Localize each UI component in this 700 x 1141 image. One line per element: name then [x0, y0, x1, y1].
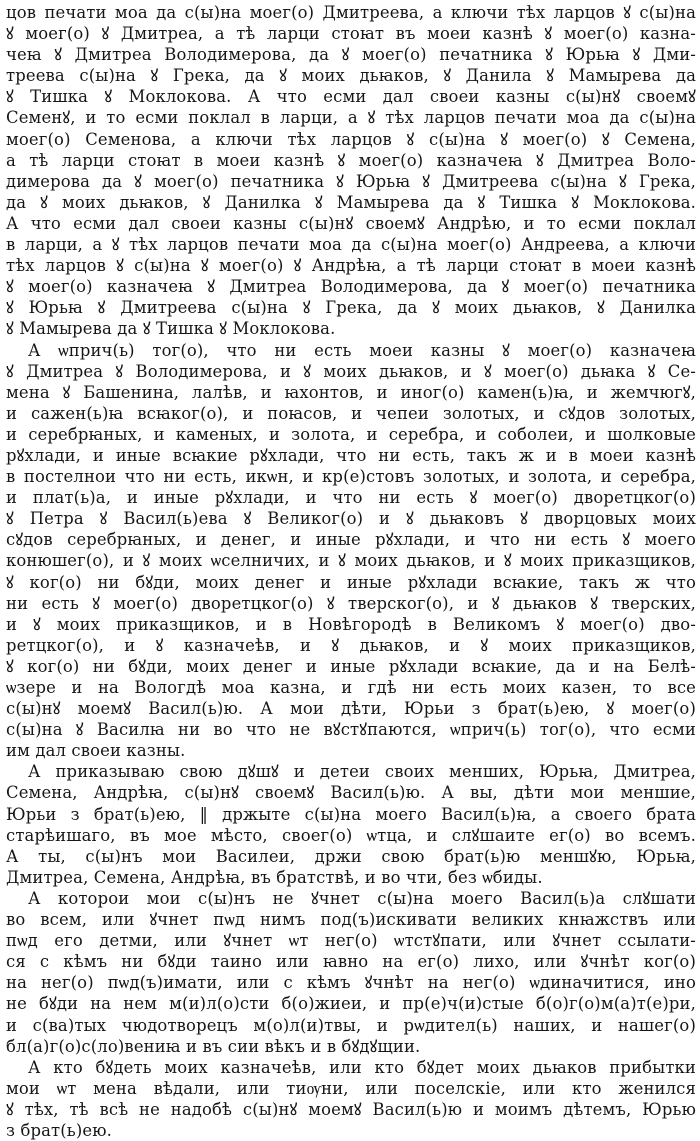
text-line: рꙋхлади, и иные всꙗкие рꙋхлади, что ни есть, такъ ж и в моеи казнѣ	[6, 445, 696, 465]
text-line: на нег(о) пѡд(ъ)имати, или с кѣмъ ꙋчнѣт на нег(о) ѡдиначитися, ино	[6, 973, 696, 993]
text-line: ѡзере и на Вологдѣ моа казна, и гдѣ ни есть моих казен, то все	[6, 678, 696, 697]
text-line: треева с(ы)на ꙋ Грека, да ꙋ моих дьꙗков, ꙋ Данила ꙋ Мамырева да	[6, 66, 696, 86]
paragraph	[6, 761, 696, 888]
text-line: и плат(ь)а, и иные рꙋхлади, и что ни есть ꙋ моег(о) дворетцког(о)	[6, 488, 696, 508]
text-line: во всем, или ꙋчнет пѡд нимъ под(ъ)искивати великих кнꙗжствъ или	[6, 910, 696, 930]
text-line: им дал своеи казны.	[6, 741, 186, 761]
text-line: тѣх ларцов ꙋ с(ы)на ꙋ моег(о) ꙋ Андрѣꙗ, а тѣ ларци стоꙗт в моеи казнѣ	[6, 256, 696, 276]
text-line: димерова да ꙋ моег(о) печатника ꙋ Юрьꙗ ꙋ Дмитреева с(ы)на ꙋ Грека,	[6, 171, 696, 191]
text-line: А приказываю свою дꙋшꙋ и детеи своих менших, Юрьꙗ, Дмитреа,	[28, 762, 696, 782]
text-line: з брат(ь)ею.	[6, 1120, 113, 1140]
text-line: сꙋдов серебрꙗных, и денег, и иные рꙋхлади, и что ни есть ꙋ моего	[6, 530, 696, 550]
text-line: чеꙗ ꙋ Дмитреа Володимерова, да ꙋ моег(о) печатника ꙋ Юрьꙗ ꙋ Дми-	[6, 45, 696, 65]
text-line: Юрьи з брат(ь)ею, ‖ држыте с(ы)на моего Васил(ь)ꙗ, а своего брата	[6, 804, 696, 824]
text-line: бл(а)г(о)с(ло)вениꙗ и въ сии вѣкъ и в бꙋдꙋщии.	[6, 1036, 421, 1056]
text-line: ꙋ Тишка ꙋ Моклокова. А что есми дал своеи казны с(ы)нꙋ своемꙋ	[6, 87, 696, 107]
text-line: ни есть ꙋ моег(о) дворетцког(о) ꙋ тверског(о), и ꙋ дьꙗков ꙋ тверских,	[6, 593, 696, 613]
text-line: конюшег(о), и ꙋ моих ѡселничих, и ꙋ моих дьꙗков, и ꙋ моих приказщиков,	[6, 551, 696, 571]
text-line: ꙋ тѣх, тѣ всѣ не надобѣ с(ы)нꙋ моемꙋ Васил(ь)ю и моимъ дѣтемъ, Юрью	[6, 1099, 696, 1119]
text-line: ꙋ ког(о) ни бꙋди, моих денег и иные рꙋхлади всꙗкие, да и на Белѣ-	[6, 656, 696, 676]
paragraph	[6, 2, 696, 340]
text-line: А что есми дал своеи казны с(ы)нꙋ своемꙋ Андрѣю, и то есми поклал	[6, 213, 696, 233]
text-line: и с(ва)тых чюдотворецъ м(о)л(и)твы, и рѡдител(ь) наших, и нашег(о)	[6, 1015, 696, 1035]
text-line: А ѡприч(ь) тог(о), что ни есть моеи казны ꙋ моег(о) казначеꙗ	[28, 340, 696, 360]
text-line: мои ѡт мена вѣдали, или тиѹни, или поселскіе, или кто женился	[6, 1078, 696, 1098]
text-line: с(ы)нꙋ моемꙋ Васил(ь)ю. А мои дѣти, Юрьи з брат(ь)ею, ꙋ моег(о)	[6, 699, 696, 719]
text-line: с(ы)на ꙋ Василꙗ ни во что не вꙋстꙋпаются, ѡприч(ь) тог(о), что есми	[6, 720, 696, 740]
text-line: да ꙋ моих дьꙗков, ꙋ Данилка ꙋ Мамырева да ꙋ Тишка ꙋ Моклокова.	[6, 192, 696, 212]
text-line: А которои мои с(ы)нъ не ꙋчнет с(ы)на моего Васил(ь)а слꙋшати	[28, 888, 696, 908]
text-line: и ꙋ моих приказщиков, и в Новѣгородѣ в Великомъ ꙋ моег(о) дво-	[6, 614, 696, 634]
paragraph	[6, 888, 696, 1057]
paragraph	[6, 1057, 696, 1141]
text-line: А ты, с(ы)нъ мои Василеи, држи свою брат(ь)ю меншꙋю, Юрьꙗ,	[6, 846, 696, 866]
text-line: и сажен(ь)ꙗ всꙗког(о), и поꙗсов, и чепеи золотых, и сꙋдов золотых,	[6, 403, 696, 423]
text-line: моег(о) Семенова, а ключи тѣх ларцов ꙋ с(ы)на ꙋ моег(о) ꙋ Семена,	[6, 129, 696, 149]
text-line: не бꙋди на нем м(и)л(о)сти б(о)жиеи, и пр(е)ч(и)стые б(о)г(о)м(а)т(е)ри,	[6, 994, 696, 1014]
text-line: ꙋ Юрьꙗ ꙋ Дмитреева с(ы)на ꙋ Грека, да ꙋ моих дьꙗков, ꙋ Данилка	[6, 298, 696, 318]
text-line: А кто бꙋдеть моих казначеѣв, или кто бꙋдет моих дьꙗков прибытки	[28, 1057, 696, 1077]
text-line: в постелнои что ни есть, икѡн, и кр(е)стовъ золотых, и золота, и серебра,	[6, 467, 696, 487]
text-line: ꙋ Петра ꙋ Васил(ь)ева ꙋ Великог(о) и ꙋ дьꙗковъ ꙋ дворцовых моих	[6, 509, 696, 529]
text-line: цов печати моа да с(ы)на моег(о) Дмитреева, а ключи тѣх ларцов ꙋ с(ы)на	[6, 3, 696, 22]
text-line: ся с кѣмъ ни бꙋди таино или ꙗвно на ег(о) лихо, или ꙋчнѣт ког(о)	[6, 952, 696, 972]
paragraph	[6, 340, 696, 762]
text-line: в ларци, а ꙋ тѣх ларцов печати моа да с(ы)на моег(о) Андреева, а ключи	[6, 235, 696, 255]
text-line: ꙋ Дмитреа ꙋ Володимерова, и ꙋ моих дьꙗков, и ꙋ моег(о) дьꙗка ꙋ Се-	[6, 361, 696, 381]
text-line: и серебрꙗных, и каменых, и золота, и серебра, и соболеи, и шолковые	[6, 424, 696, 444]
text-line: Дмитреа, Семена, Андрѣꙗ, въ братствѣ, и во чти, без ѡбиды.	[6, 867, 543, 887]
text-line: а тѣ ларци стоꙗт в моеи казнѣ ꙋ моег(о) казначеꙗ ꙋ Дмитреа Воло-	[6, 150, 696, 170]
text-line: ꙋ ког(о) ни бꙋди, моих денег и иные рꙋхлади всꙗкие, такъ ж что	[6, 572, 696, 592]
text-line: ꙋ моег(о) ꙋ Дмитреа, а тѣ ларци стоꙗт въ моеи казнѣ ꙋ моег(о) казна-	[6, 24, 696, 44]
text-line: старѣишаго, въ мое мѣсто, своег(о) ѡтца, и слꙋшаите ег(о) во всемъ.	[6, 825, 696, 845]
text-line: Семена, Андрѣꙗ, с(ы)нꙋ своемꙋ Васил(ь)ю. А вы, дѣти мои меншие,	[6, 783, 696, 803]
text-line: ретцког(о), и ꙋ казначеѣв, и ꙋ дьꙗков, и ꙋ моих приказщиков,	[6, 635, 696, 655]
text-line: Семенꙋ, и то есми поклал в ларци, а ꙋ тѣх ларцов печати моа да с(ы)на	[6, 108, 696, 128]
text-line: ꙋ моег(о) казначеꙗ ꙋ Дмитреа Володимерова, да ꙋ моег(о) печатника	[6, 277, 696, 297]
text-line: ꙋ Мамырева да ꙋ Тишка ꙋ Моклокова.	[6, 319, 336, 339]
text-line: пѡд его детми, или ꙋчнет ѡт нег(о) ѡтстꙋпати, или ꙋчнет ссылати-	[6, 931, 696, 951]
text-line: мена ꙋ Башенина, лалѣв, и ꙗхонтов, и иног(о) камен(ь)ꙗ, и жемчюгꙋ,	[6, 382, 696, 402]
